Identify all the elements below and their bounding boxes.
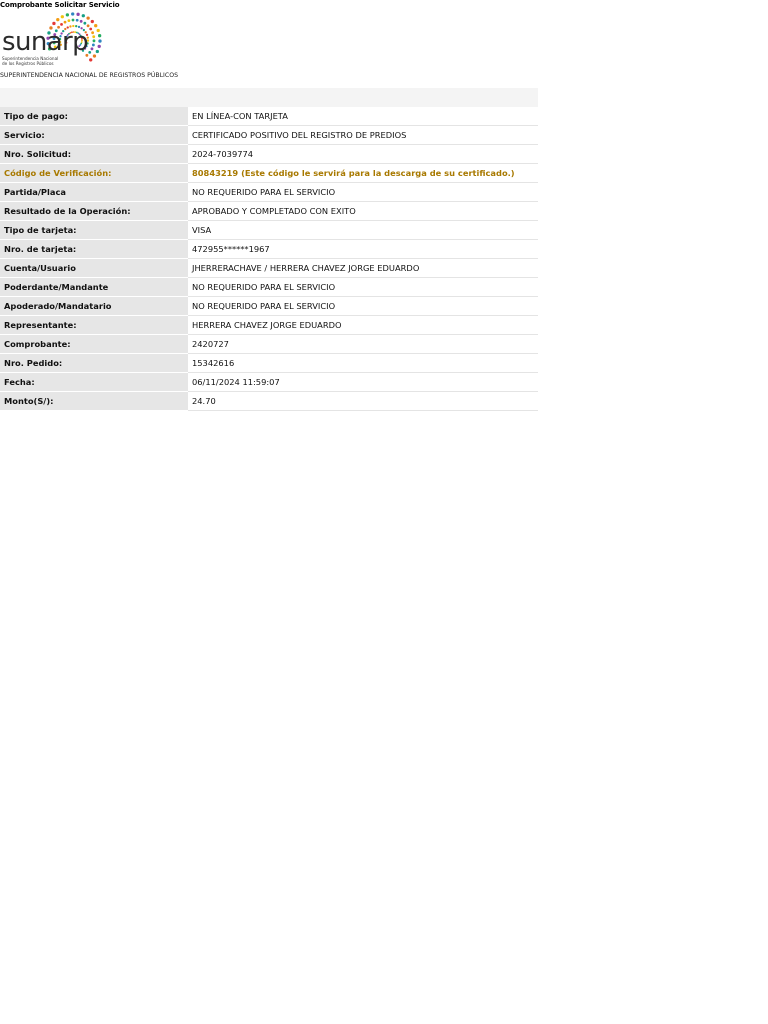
burst-dot — [52, 22, 55, 25]
row-value: 80843219 (Este código le servirá para la descarga de su certificado.) — [188, 164, 538, 183]
table-header-value-cell — [188, 88, 538, 107]
table-row — [0, 297, 538, 316]
logo-subtitle-line2: de los Registros Públicos — [2, 61, 54, 66]
row-value: 06/11/2024 11:59:07 — [188, 373, 538, 392]
row-value: HERRERA CHAVEZ JORGE EDUARDO — [188, 316, 538, 335]
table-row — [0, 316, 538, 335]
burst-dot — [98, 34, 101, 37]
burst-dot — [91, 47, 94, 50]
row-value: 2024-7039774 — [188, 145, 538, 164]
row-label: Apoderado/Mandatario — [0, 297, 188, 316]
row-label: Nro. Solicitud: — [0, 145, 188, 164]
table-row — [0, 278, 538, 297]
logo-subtitle-line1: Superintendencia Nacional — [2, 56, 59, 61]
row-label: Comprobante: — [0, 335, 188, 354]
row-label: Representante: — [0, 316, 188, 335]
burst-dot — [61, 15, 64, 18]
row-label: Monto(S/): — [0, 392, 188, 411]
table-row — [0, 183, 538, 202]
row-label: Fecha: — [0, 373, 188, 392]
burst-dot — [98, 39, 101, 42]
burst-dot — [89, 58, 92, 61]
row-label: Código de Verificación: — [0, 164, 188, 183]
burst-dot — [82, 14, 85, 17]
row-value: NO REQUERIDO PARA EL SERVICIO — [188, 297, 538, 316]
organization-name: SUPERINTENDENCIA NACIONAL DE REGISTROS PÚBLICOS — [0, 72, 178, 79]
burst-dot — [83, 22, 86, 25]
burst-dot — [93, 39, 96, 42]
table-row — [0, 107, 538, 126]
row-value: NO REQUERIDO PARA EL SERVICIO — [188, 183, 538, 202]
table-header-row — [0, 88, 538, 107]
table-header-label-cell — [0, 88, 188, 107]
burst-dot — [91, 31, 94, 34]
table-row — [0, 145, 538, 164]
row-label: Tipo de tarjeta: — [0, 221, 188, 240]
sunarp-logo — [0, 10, 120, 72]
table-row — [0, 373, 538, 392]
burst-dot — [71, 12, 74, 15]
burst-dot — [88, 51, 91, 54]
row-value: CERTIFICADO POSITIVO DEL REGISTRO DE PREDIOS — [188, 126, 538, 145]
table-row — [0, 164, 538, 183]
burst-dot — [92, 44, 95, 47]
document-title: Comprobante Solicitar Servicio — [0, 1, 120, 9]
burst-dot — [60, 23, 63, 26]
burst-dot — [94, 24, 97, 27]
burst-dot — [56, 18, 59, 21]
burst-dot — [68, 19, 71, 22]
row-label: Tipo de pago: — [0, 107, 188, 126]
burst-dot — [96, 50, 99, 53]
row-value: JHERRERACHAVE / HERRERA CHAVEZ JORGE EDUARDO — [188, 259, 538, 278]
row-label: Nro. Pedido: — [0, 354, 188, 373]
burst-dot — [72, 19, 75, 22]
table-row — [0, 126, 538, 145]
burst-dot — [64, 21, 67, 24]
burst-dot — [66, 13, 69, 16]
row-value: 2420727 — [188, 335, 538, 354]
logo-brand-text: sunarp — [2, 27, 89, 57]
burst-dot — [92, 35, 95, 38]
row-label: Partida/Placa — [0, 183, 188, 202]
row-label: Cuenta/Usuario — [0, 259, 188, 278]
row-value: 472955******1967 — [188, 240, 538, 259]
burst-dot — [93, 54, 96, 57]
row-label: Resultado de la Operación: — [0, 202, 188, 221]
burst-dot — [97, 29, 100, 32]
row-value: APROBADO Y COMPLETADO CON EXITO — [188, 202, 538, 221]
receipt-table — [0, 88, 538, 411]
burst-dot — [76, 13, 79, 16]
table-row — [0, 259, 538, 278]
row-label: Nro. de tarjeta: — [0, 240, 188, 259]
burst-dot — [89, 28, 92, 31]
burst-dot — [80, 20, 83, 23]
table-row — [0, 335, 538, 354]
row-label: Servicio: — [0, 126, 188, 145]
row-value: 15342616 — [188, 354, 538, 373]
table-row — [0, 221, 538, 240]
row-value: VISA — [188, 221, 538, 240]
burst-dot — [98, 45, 101, 48]
row-value: NO REQUERIDO PARA EL SERVICIO — [188, 278, 538, 297]
table-row — [0, 392, 538, 411]
table-row — [0, 202, 538, 221]
row-value: EN LÍNEA-CON TARJETA — [188, 107, 538, 126]
burst-dot — [91, 20, 94, 23]
table-row — [0, 354, 538, 373]
table-row — [0, 240, 538, 259]
receipt-details — [0, 88, 538, 411]
row-value: 24.70 — [188, 392, 538, 411]
receipt-rows — [0, 107, 538, 411]
row-label: Poderdante/Mandante — [0, 278, 188, 297]
burst-dot — [76, 19, 79, 22]
burst-dot — [86, 17, 89, 20]
